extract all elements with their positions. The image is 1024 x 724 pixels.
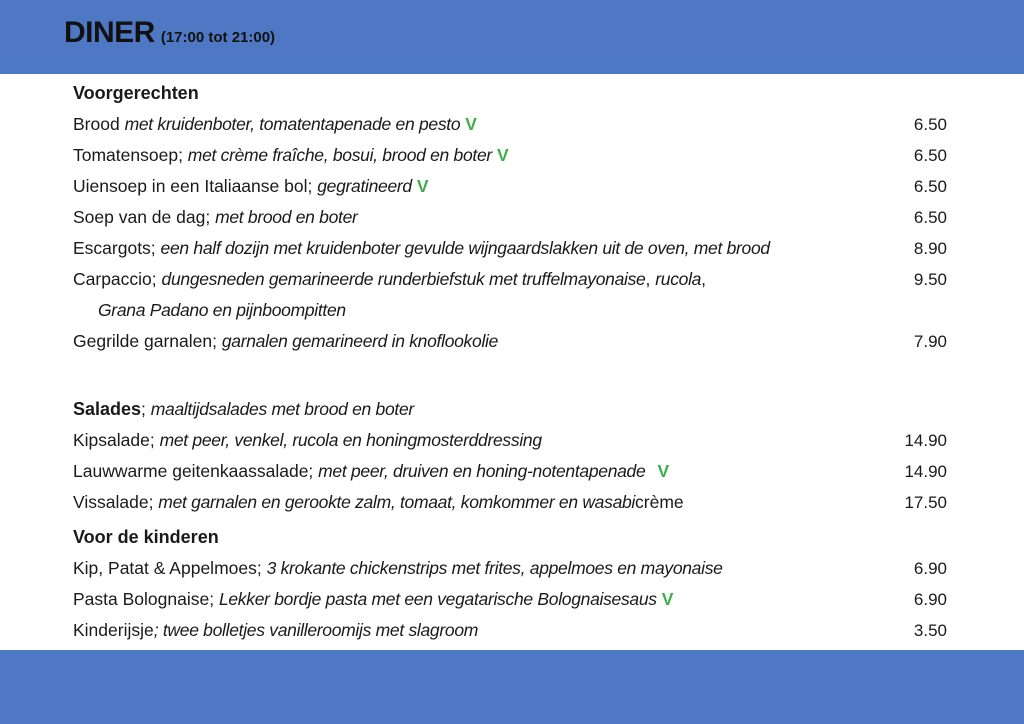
menu-item: Tomatensoep; met crème fraîche, bosui, brood en boter V 6.50 — [73, 140, 947, 171]
menu-item: Lauwwarme geitenkaassalade; met peer, druiven en honing-notentapenade V 14.90 — [73, 456, 947, 487]
menu-item: Vissalade; met garnalen en gerookte zalm, tomaat, komkommer en wasabicrème 17.50 — [73, 487, 947, 518]
item-price: 3.50 — [913, 621, 947, 640]
section-heading-kids: Voor de kinderen — [73, 527, 219, 547]
menu-item: Uiensoep in een Italiaanse bol; gegratineerd V 6.50 — [73, 171, 947, 202]
item-price: 6.90 — [913, 559, 947, 578]
item-price: 8.90 — [913, 239, 947, 258]
vegetarian-icon: V — [661, 589, 674, 609]
menu-item: Brood met kruidenboter, tomatentapenade en pesto V 6.50 — [73, 109, 947, 140]
vegetarian-icon: V — [416, 176, 429, 196]
menu-item: Soep van de dag; met brood en boter 6.50 — [73, 202, 947, 233]
menu-item-continuation: Grana Padano en pijnboompitten — [98, 300, 346, 320]
section-spacer — [73, 357, 947, 394]
footer-band — [0, 650, 1024, 724]
item-price: 6.50 — [913, 208, 947, 227]
item-price: 17.50 — [904, 493, 947, 512]
menu-item: Kinderijsje; twee bolletjes vanilleroomijs met slagroom 3.50 — [73, 615, 947, 646]
item-price: 7.90 — [913, 332, 947, 351]
menu-item: Kip, Patat & Appelmoes; 3 krokante chickenstrips met frites, appelmoes en mayonaise 6.90 — [73, 553, 947, 584]
menu-item: Carpaccio; dungesneden gemarineerde runderbiefstuk met truffelmayonaise, rucola, 9.50 — [73, 264, 947, 295]
vegetarian-icon: V — [496, 145, 509, 165]
item-price: 14.90 — [904, 462, 947, 481]
menu-item: Gegrilde garnalen; garnalen gemarineerd in knoflookolie 7.90 — [73, 326, 947, 357]
menu-item: Escargots; een half dozijn met kruidenboter gevulde wijngaardslakken uit de oven, met brood 8.90 — [73, 233, 947, 264]
section-heading-starters: Voorgerechten — [73, 83, 199, 103]
menu-list — [73, 78, 947, 646]
vegetarian-icon: V — [465, 114, 477, 134]
page-title — [64, 16, 275, 50]
vegetarian-icon: V — [657, 461, 670, 481]
item-price: 9.50 — [913, 270, 947, 289]
menu-item: Kipsalade; met peer, venkel, rucola en honingmosterddressing 14.90 — [73, 425, 947, 456]
menu-title: DINER — [64, 16, 155, 49]
item-price: 6.50 — [913, 177, 947, 196]
section-heading-salads: Salades; maaltijdsalades met brood en boter — [73, 399, 414, 419]
item-price: 6.90 — [913, 590, 947, 609]
item-price: 6.50 — [913, 115, 947, 134]
menu-item: Pasta Bolognaise; Lekker bordje pasta met een vegatarische Bolognaisesaus V 6.90 — [73, 584, 947, 615]
opening-hours: (17:00 tot 21:00) — [160, 29, 276, 46]
item-price: 14.90 — [904, 431, 947, 450]
item-price: 6.50 — [913, 146, 947, 165]
